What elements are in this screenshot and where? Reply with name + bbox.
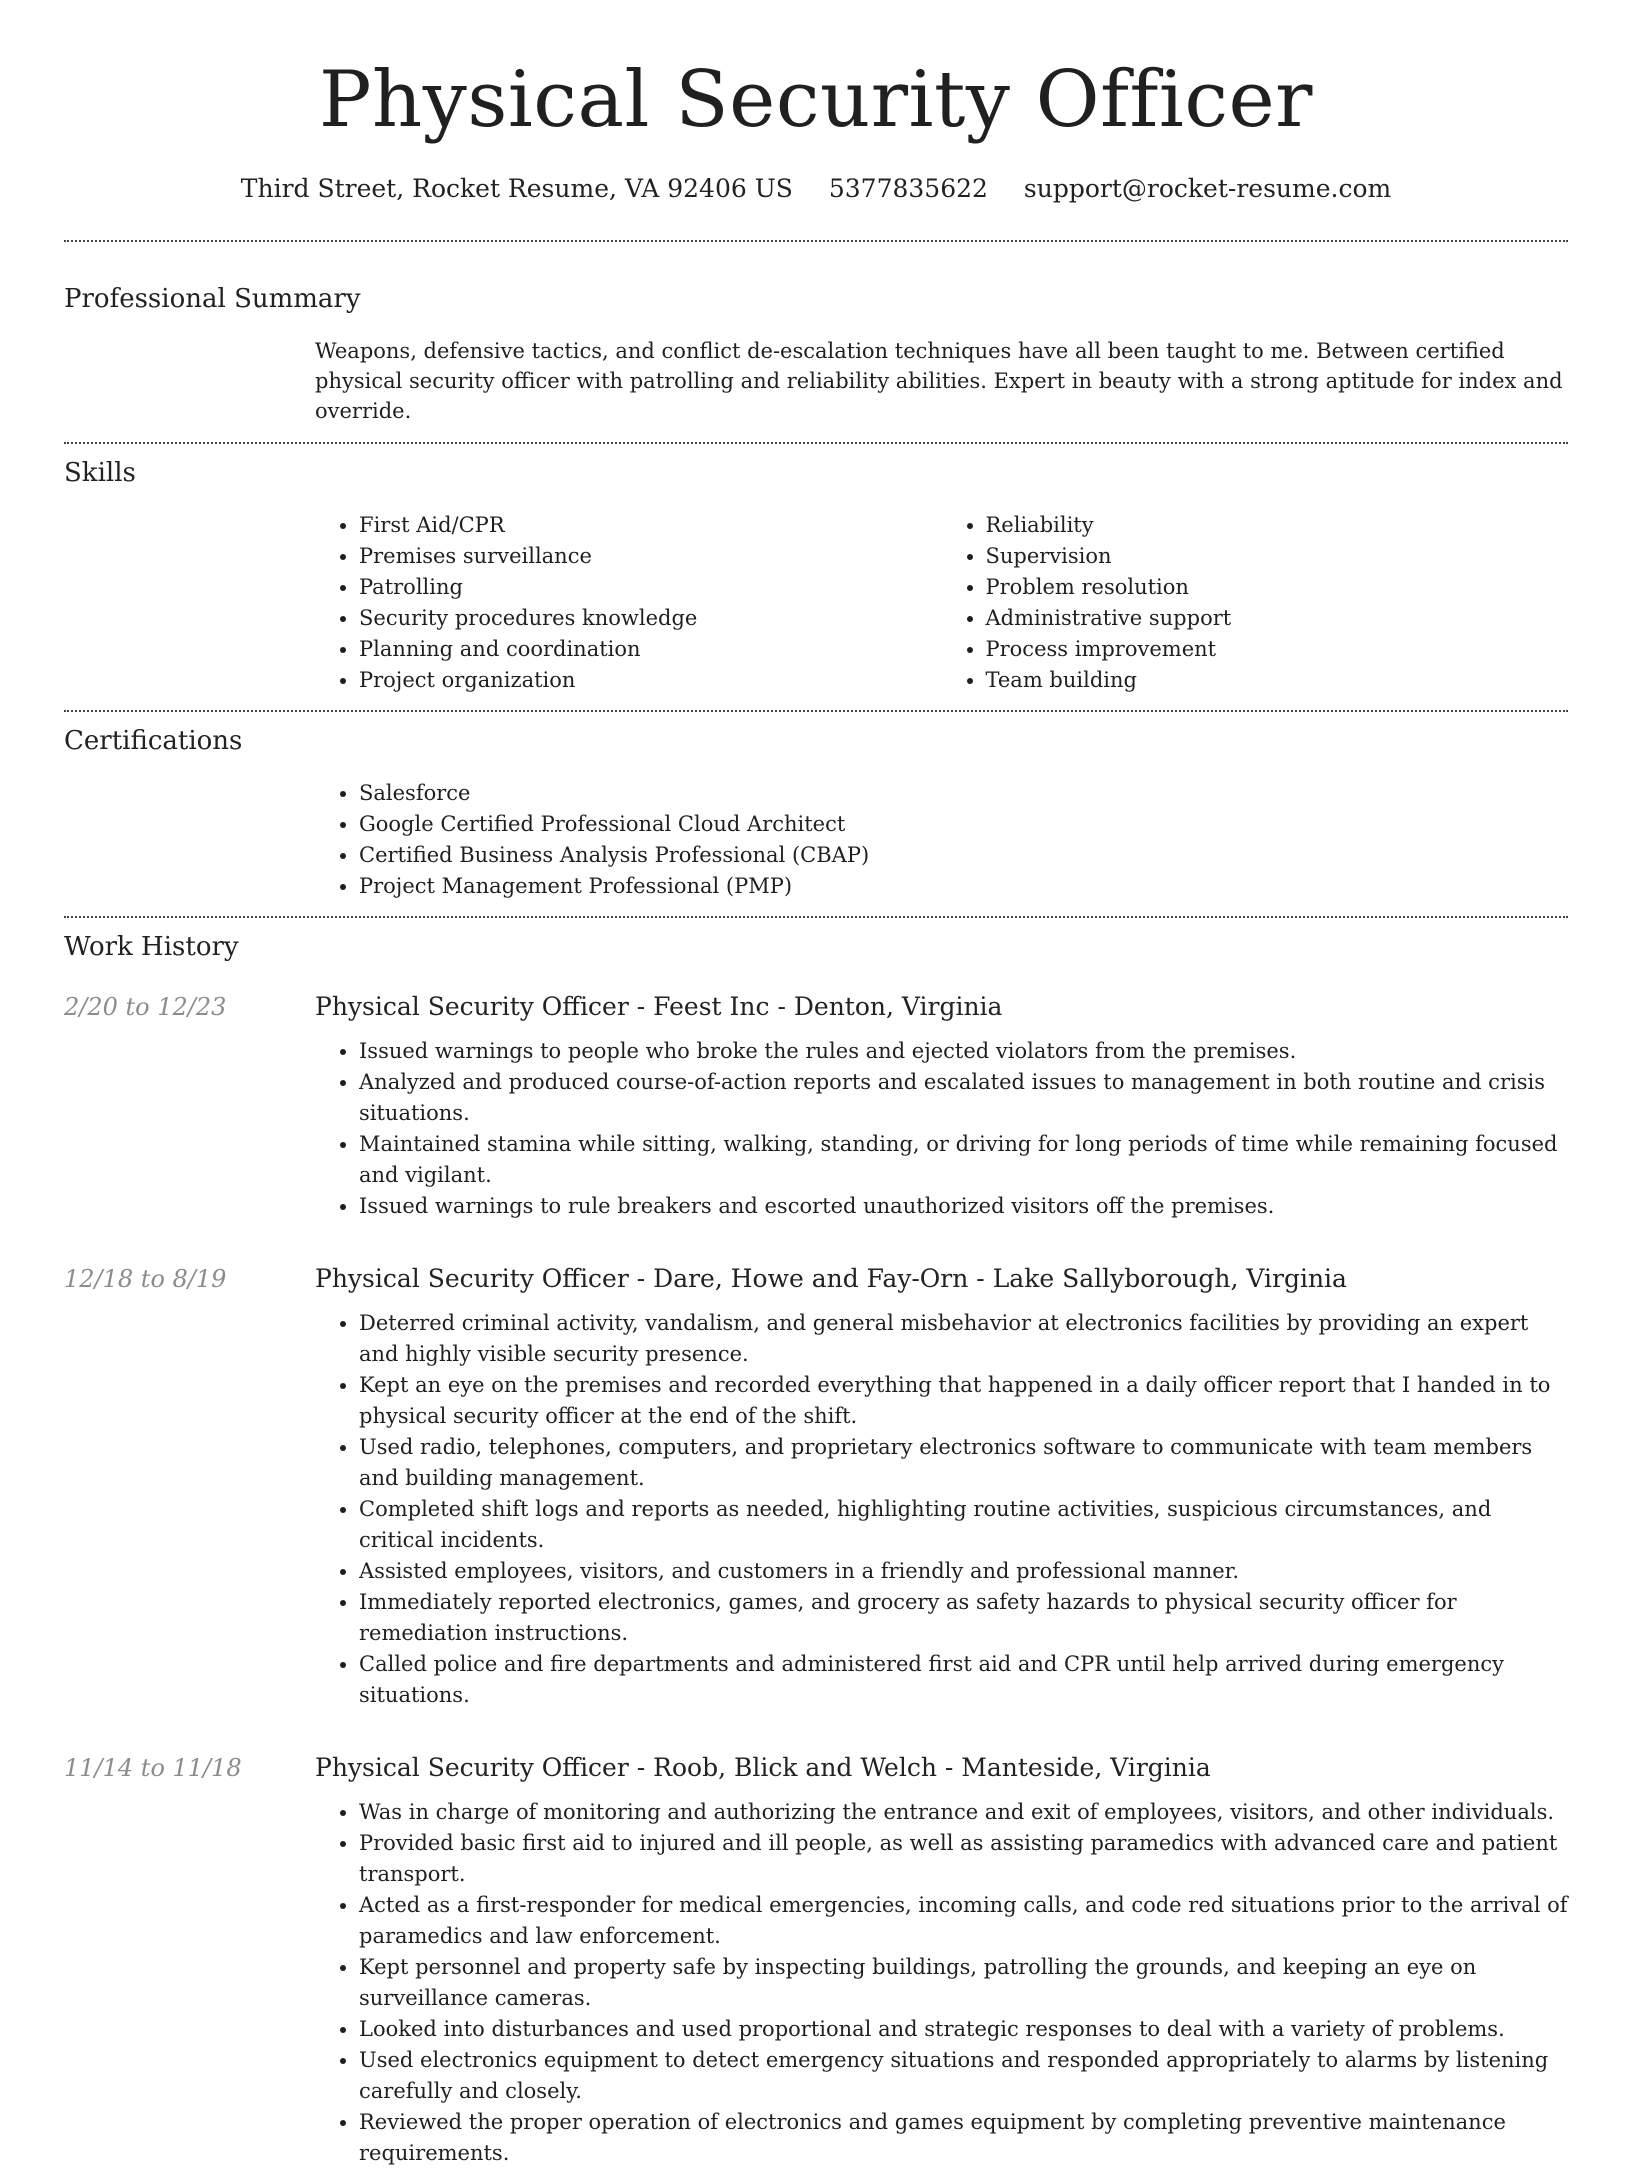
skill-item: • Security procedures knowledge [359, 603, 942, 634]
job-bullet: • Provided basic first aid to injured and ill people, as well as assisting paramedics with advanced care and patient transport. [359, 1828, 1568, 1890]
skill-item: • Planning and coordination [359, 634, 942, 665]
job-bullet: • Completed shift logs and reports as needed, highlighting routine activities, suspicious circumstances, and critical incidents. [359, 1494, 1568, 1556]
job-bullet: • Looked into disturbances and used proportional and strategic responses to deal with a variety of problems. [359, 2014, 1568, 2045]
job-bullet: • Was in charge of monitoring and authorizing the entrance and exit of employees, visitors, and other individuals. [359, 1797, 1568, 1828]
job-title: Physical Security Officer - Dare, Howe and Fay-Orn - Lake Sallyborough, Virginia [315, 1264, 1347, 1293]
job-bullet: • Issued warnings to rule breakers and escorted unauthorized visitors off the premises. [359, 1191, 1568, 1222]
job-body [315, 1262, 1568, 1711]
certification-item: • Project Management Professional (PMP) [359, 871, 1568, 902]
job-bullet: • Assisted employees, visitors, and customers in a friendly and professional manner. [359, 1556, 1568, 1587]
skills-list-right [942, 510, 1569, 696]
certifications-list [315, 778, 1568, 916]
certification-item: • Certified Business Analysis Professional (CBAP) [359, 840, 1568, 871]
job-bullet: • Called police and fire departments and administered first aid and CPR until help arrived during emergency situations. [359, 1649, 1568, 1711]
job-title: Physical Security Officer - Roob, Blick and Welch - Manteside, Virginia [315, 1753, 1211, 1782]
skills-section [64, 444, 1568, 710]
skill-item: • Patrolling [359, 572, 942, 603]
skill-item: • Process improvement [986, 634, 1569, 665]
job-dates: 12/18 to 8/19 [64, 1265, 227, 1293]
contact-phone: 5377835622 [828, 174, 988, 203]
job-bullet: • Immediately reported electronics, games, and grocery as safety hazards to physical security officer for remediation instructions. [359, 1587, 1568, 1649]
job-bullet: • Kept personnel and property safe by inspecting buildings, patrolling the grounds, and keeping an eye on surveillance cameras. [359, 1952, 1568, 2014]
job-bullets [315, 1797, 1568, 2169]
professional-summary-section [64, 242, 1568, 442]
job-body [315, 1751, 1568, 2169]
job-bullets [315, 1308, 1568, 1711]
certifications-section [64, 712, 1568, 916]
job-bullet: • Reviewed the proper operation of electronics and games equipment by completing preventive maintenance requirements. [359, 2107, 1568, 2169]
job-bullets [315, 1036, 1568, 1222]
contact-line [64, 172, 1568, 206]
summary-text: Weapons, defensive tactics, and conflict de-escalation techniques have all been taught to me. Between certified physical security officer with patrolling and reliability abilities. Expert in beauty with a strong aptitude for index and override. [315, 339, 1563, 423]
skill-item: • First Aid/CPR [359, 510, 942, 541]
job-entry [64, 1262, 1568, 1711]
job-bullet: • Analyzed and produced course-of-action reports and escalated issues to management in both routine and crisis situations. [359, 1067, 1568, 1129]
job-bullet: • Used radio, telephones, computers, and proprietary electronics software to communicate with team members and building management. [359, 1432, 1568, 1494]
contact-email: support@rocket-resume.com [1023, 174, 1392, 203]
certification-item: • Salesforce [359, 778, 1568, 809]
section-title-skills: Skills [64, 458, 136, 488]
skill-item: • Reliability [986, 510, 1569, 541]
job-bullet: • Kept an eye on the premises and recorded everything that happened in a daily officer report that I handed in to physical security officer at the end of the shift. [359, 1370, 1568, 1432]
section-title-summary: Professional Summary [64, 284, 361, 314]
skill-item: • Administrative support [986, 603, 1569, 634]
section-title-work-history: Work History [64, 932, 239, 962]
skill-item: • Problem resolution [986, 572, 1569, 603]
job-bullet: • Issued warnings to people who broke the rules and ejected violators from the premises. [359, 1036, 1568, 1067]
job-entry [64, 990, 1568, 1222]
job-dates: 11/14 to 11/18 [64, 1754, 242, 1782]
skills-list-left [315, 510, 942, 696]
job-bullet: • Maintained stamina while sitting, walking, standing, or driving for long periods of time while remaining focused and vigilant. [359, 1129, 1568, 1191]
job-dates: 2/20 to 12/23 [64, 993, 227, 1021]
job-title: Physical Security Officer - Feest Inc - Denton, Virginia [315, 992, 1003, 1021]
job-bullet: • Used electronics equipment to detect emergency situations and responded appropriately to alarms by listening carefully and closely. [359, 2045, 1568, 2107]
skill-item: • Project organization [359, 665, 942, 696]
contact-address: Third Street, Rocket Resume, VA 92406 US [240, 174, 793, 203]
job-bullet: • Acted as a first-responder for medical emergencies, incoming calls, and code red situations prior to the arrival of paramedics and law enforcement. [359, 1890, 1568, 1952]
resume-name: Physical Security Officer [319, 55, 1313, 145]
certification-item: • Google Certified Professional Cloud Architect [359, 809, 1568, 840]
job-entry [64, 1751, 1568, 2169]
job-bullet: • Deterred criminal activity, vandalism, and general misbehavior at electronics facilities by providing an expert and highly visible security presence. [359, 1308, 1568, 1370]
section-title-certifications: Certifications [64, 726, 243, 756]
skill-item: • Supervision [986, 541, 1569, 572]
job-body [315, 990, 1568, 1222]
work-history-section [64, 918, 1568, 2169]
skills-columns [315, 510, 1568, 710]
skill-item: • Team building [986, 665, 1569, 696]
skill-item: • Premises surveillance [359, 541, 942, 572]
